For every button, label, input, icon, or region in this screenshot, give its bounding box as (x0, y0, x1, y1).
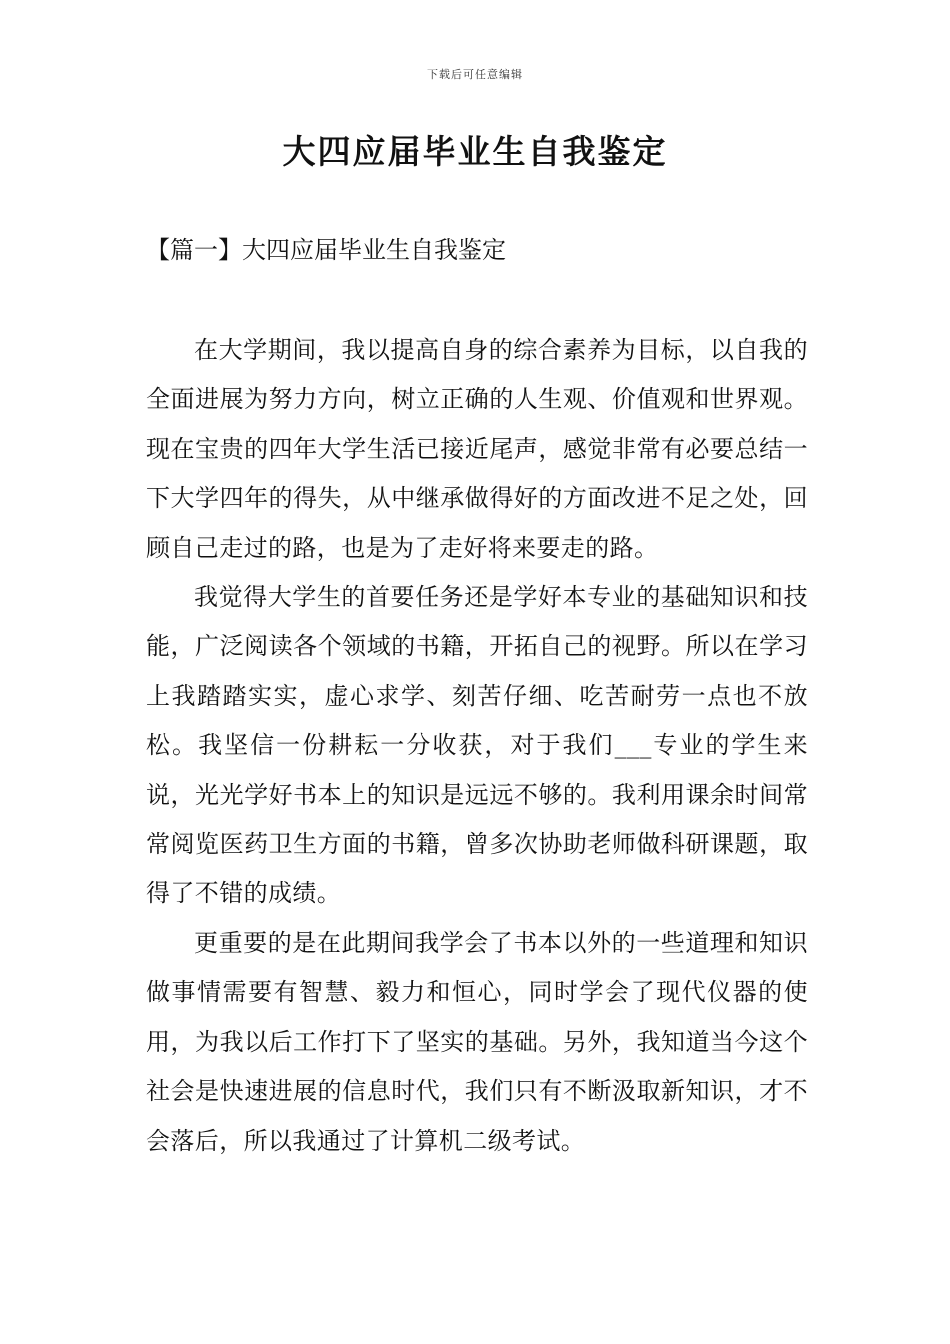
header-note: 下载后可任意编辑 (427, 68, 523, 81)
paragraph: 在大学期间，我以提高自身的综合素养为目标，以自我的全面进展为努力方向，树立正确的人生观、价值观和世界观。现在宝贵的四年大学生活已接近尾声，感觉非常有必要总结一下大学四年的得失，从中继承做得好的方面改进不足之处，回顾自己走过的路，也是为了走好将来要走的路。 (146, 336, 808, 562)
paragraph: 更重要的是在此期间我学会了书本以外的一些道理和知识做事情需要有智慧、毅力和恒心，同时学会了现代仪器的使用，为我以后工作打下了坚实的基础。另外，我知道当今这个社会是快速进展的信息时代，我们只有不断汲取新知识，才不会落后，所以我通过了计算机二级考试。 (146, 928, 808, 1155)
body-text (146, 326, 808, 1166)
paragraph: 我觉得大学生的首要任务还是学好本专业的基础知识和技能，广泛阅读各个领域的书籍，开拓自己的视野。所以在学习上我踏踏实实，虚心求学、刻苦仔细、吃苦耐劳一点也不放松。我坚信一份耕耘一分收获，对于我们___专业的学生来说，光光学好书本上的知识是远远不够的。我利用课余时间常常阅览医药卫生方面的书籍，曾多次协助老师做科研课题，取得了不错的成绩。 (146, 583, 808, 908)
section-heading: 【篇一】大四应届毕业生自我鉴定 (146, 236, 506, 264)
document-title: 大四应届毕业生自我鉴定 (282, 132, 668, 171)
